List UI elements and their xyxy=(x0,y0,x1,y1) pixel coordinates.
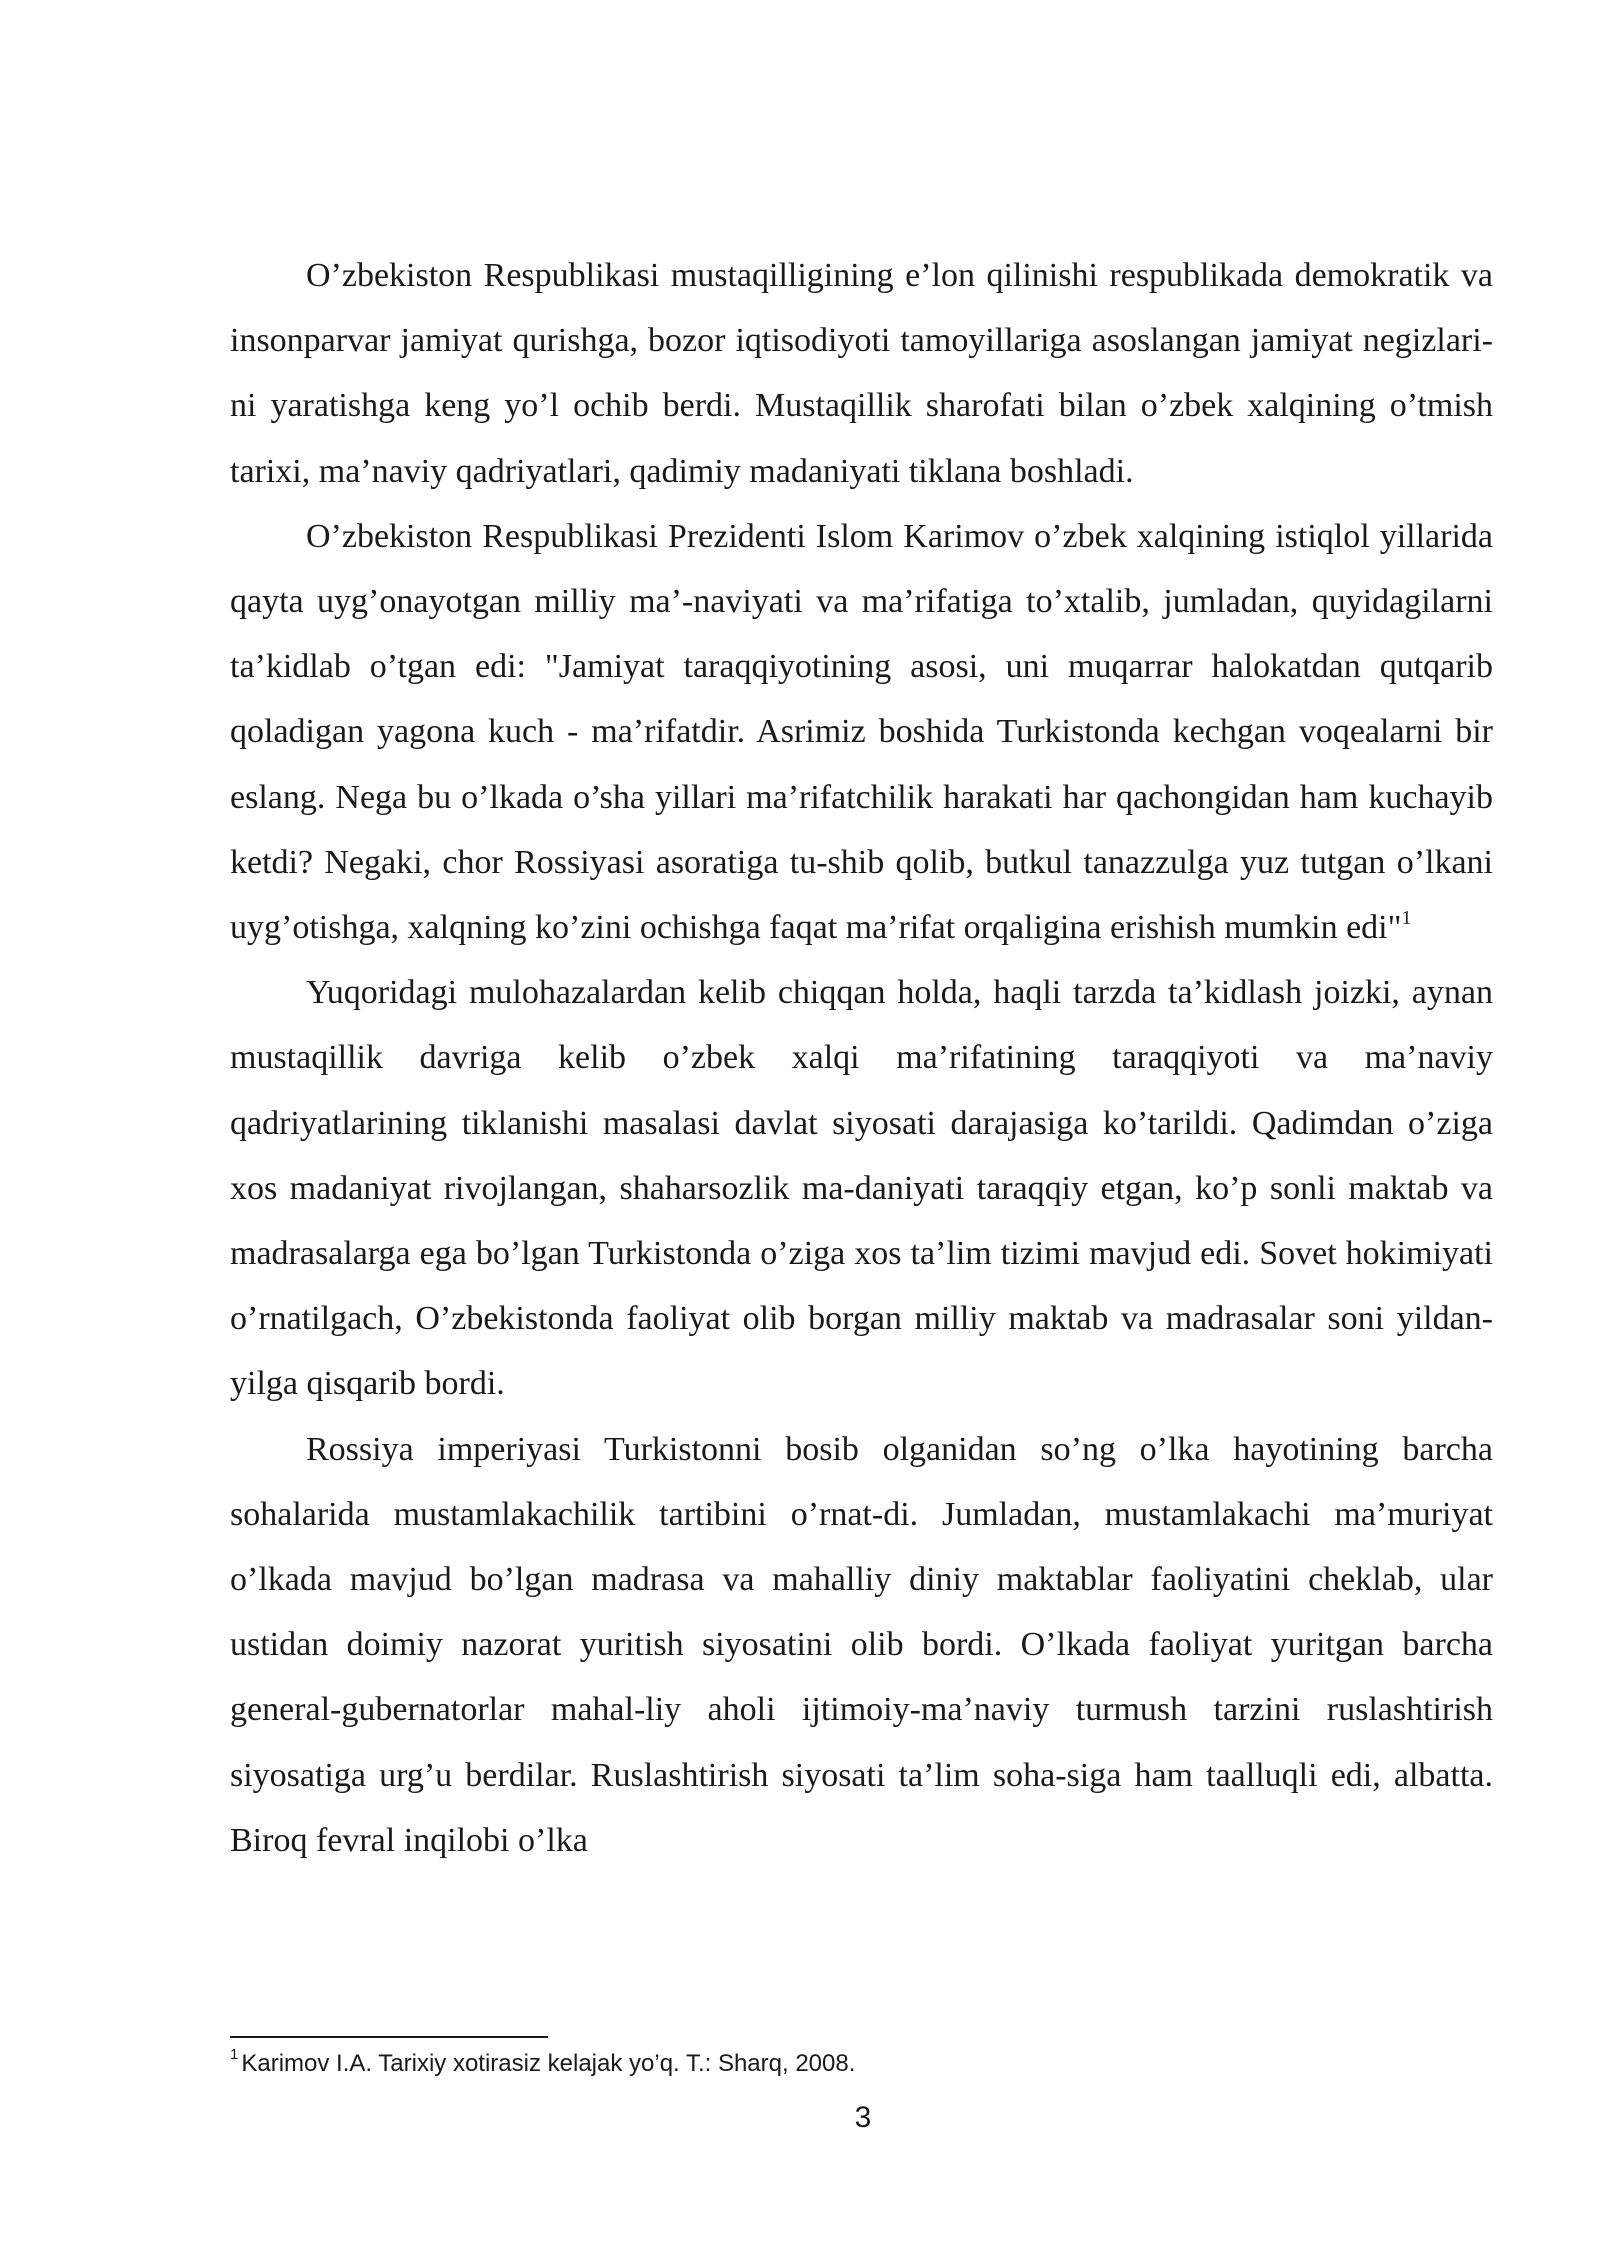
paragraph-1: O’zbekiston Respublikasi mustaqilligining e’lon qilinishi respublikada demokratik va insonparvar jamiyat qurishga, bozor iqtisodiyoti tamoyillariga asoslangan jamiyat negizlari-ni yaratishga keng yo’l ochib berdi. Mustaqillik sharofati bilan o’zbek xalqining o’tmish tarixi, ma’naviy qadriyatlari, qadimiy madaniyati tiklana boshladi. xyxy=(230,257,1493,490)
paragraph-4: Rossiya imperiyasi Turkistonni bosib olganidan so’ng o’lka hayotining barcha sohalarida mustamlakachilik tartibini o’rnat-di. Jumladan, mustamlakachi ma’muriyat o’lkada mavjud bo’lgan madrasa va mahalliy diniy maktablar faoliyatini cheklab, ular ustidan doimiy nazorat yuritish siyosatini olib bordi. O’lkada faoliyat yuritgan barcha general-gubernatorlar mahal-liy aholi ijtimoiy-ma’naviy turmush tarzini ruslashtirish siyosatiga urg’u berdilar. Ruslashtirish siyosati ta’lim soha-siga ham taalluqli edi, albatta. Biroq fevral inqilobi o’lka xyxy=(230,1430,1493,1859)
paragraph-2 xyxy=(230,504,1493,960)
footnote-reference[interactable]: 1 xyxy=(1401,906,1412,929)
paragraph-2-text: O’zbekiston Respublikasi Prezidenti Islom Karimov o’zbek xalqining istiqlol yillarida qayta uyg’onayotgan milliy ma’-naviyati va ma’rifatiga to’xtalib, jumladan, quyidagilarni ta’kidlab o’tgan edi: "Jamiyat taraqqiyotining asosi, uni muqarrar halokatdan qutqarib qoladigan yagona kuch - ma’rifatdir. Asrimiz boshida Turkistonda kechgan voqealarni bir eslang. Nega bu o’lkada o’sha yillari ma’rifatchilik harakati har qachongidan ham kuchayib ketdi? Negaki, chor Rossiyasi asoratiga tu-shib qolib, butkul tanazzulga yuz tutgan o’lkani uyg’otishga, xalqning ko’zini ochishga faqat ma’rifat orqaligina erishish mumkin edi" xyxy=(230,517,1493,947)
body-text xyxy=(230,243,1493,1873)
footnote-text: Karimov I.A. Tarixiy xotirasiz kelajak yo’q. T.: Sharq, 2008. xyxy=(241,2050,856,2077)
paragraph-3: Yuqoridagi mulohazalardan kelib chiqqan holda, haqli tarzda ta’kidlash joizki, aynan mustaqillik davriga kelib o’zbek xalqi ma’rifatining taraqqiyoti va ma’naviy qadriyatlarining tiklanishi masalasi davlat siyosati darajasiga ko’tarildi. Qadimdan o’ziga xos madaniyat rivojlangan, shaharsozlik ma-daniyati taraqqiy etgan, ko’p sonli maktab va madrasalarga ega bo’lgan Turkistonda o’ziga xos ta’lim tizimi mavjud edi. Sovet hokimiyati o’rnatilgach, O’zbekistonda faoliyat olib borgan milliy maktab va madrasalar soni yildan-yilga qisqarib bordi. xyxy=(230,974,1493,1403)
page-number: 3 xyxy=(854,2101,872,2134)
footnote xyxy=(230,2047,1493,2081)
footnote-number: 1 xyxy=(230,2046,239,2063)
footnote-separator xyxy=(230,2036,548,2038)
